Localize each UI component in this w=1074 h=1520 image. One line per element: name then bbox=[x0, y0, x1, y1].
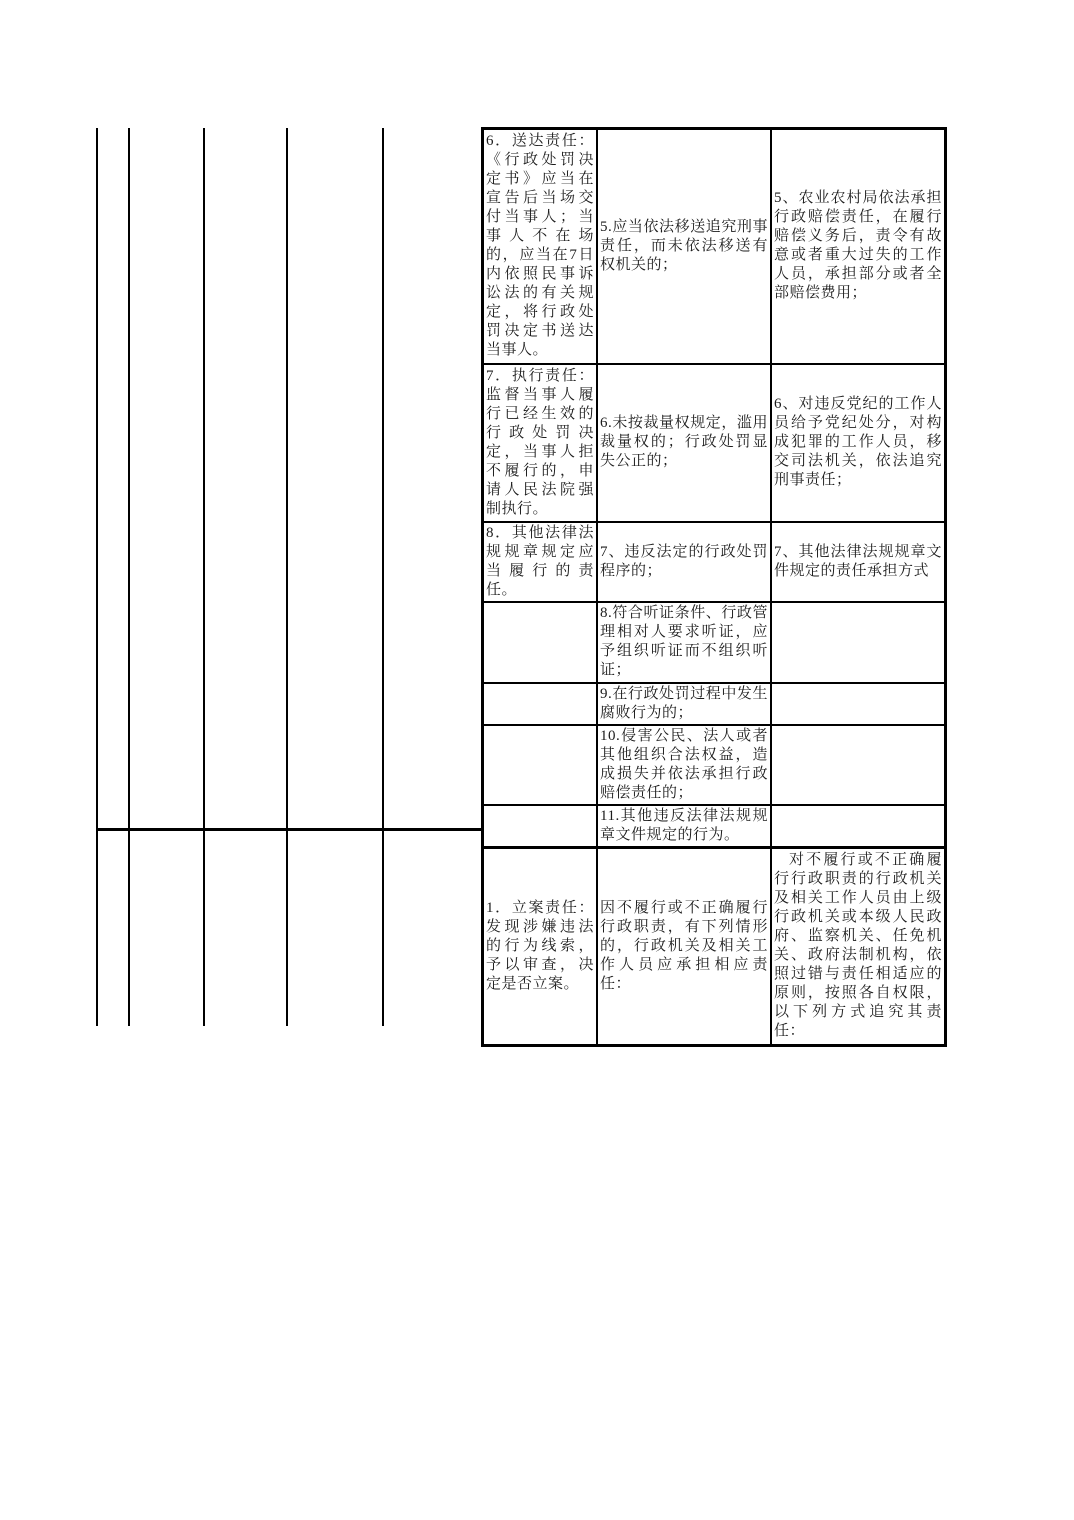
duty-cell bbox=[483, 725, 598, 805]
situation-cell: 5.应当依法移送追究刑事责任，而未依法移送有权机关的； bbox=[597, 129, 771, 364]
situation-cell: 6.未按裁量权规定，滥用裁量权的；行政处罚显失公正的； bbox=[597, 364, 771, 522]
duty-cell bbox=[483, 683, 598, 725]
accountability-cell: 6、对违反党纪的工作人员给予党纪处分，对构成犯罪的工作人员，移交司法机关，依法追究刑事责任； bbox=[771, 364, 946, 522]
accountability-cell bbox=[771, 683, 946, 725]
table-row bbox=[483, 847, 946, 1045]
table-column-divider bbox=[203, 128, 205, 1026]
table-column-divider bbox=[286, 128, 288, 1026]
duty-cell: 7．执行责任：监督当事人履行已经生效的行政处罚决定，当事人拒不履行的，申请人民法院强制执行。 bbox=[483, 364, 598, 522]
table-row bbox=[483, 725, 946, 805]
situation-cell: 10.侵害公民、法人或者其他组织合法权益，造成损失并依法承担行政赔偿责任的； bbox=[597, 725, 771, 805]
table-column-divider bbox=[128, 128, 130, 1026]
accountability-cell: 5、农业农村局依法承担行政赔偿责任，在履行赔偿义务后，责令有故意或者重大过失的工作人员，承担部分或者全部赔偿费用； bbox=[771, 129, 946, 364]
situation-cell: 7、违反法定的行政处罚程序的； bbox=[597, 522, 771, 602]
table-row bbox=[483, 364, 946, 522]
accountability-cell bbox=[771, 602, 946, 683]
table-row bbox=[483, 602, 946, 683]
table-row bbox=[483, 522, 946, 602]
duty-cell bbox=[483, 602, 598, 683]
situation-cell: 因不履行或不正确履行行政职责，有下列情形的，行政机关及相关工作人员应承担相应责任： bbox=[597, 847, 771, 1045]
duty-cell: 8．其他法律法规规章规定应当履行的责任。 bbox=[483, 522, 598, 602]
accountability-cell bbox=[771, 725, 946, 805]
situation-cell: 11.其他违反法律法规规章文件规定的行为。 bbox=[597, 805, 771, 848]
responsibility-table bbox=[481, 127, 947, 1047]
situation-cell: 8.符合听证条件、行政管理相对人要求听证，应予组织听证而不组织听证； bbox=[597, 602, 771, 683]
table-column-divider bbox=[382, 128, 384, 1026]
table-row bbox=[483, 683, 946, 725]
table-row bbox=[483, 129, 946, 364]
table-row bbox=[483, 805, 946, 848]
accountability-cell: 7、其他法律法规规章文件规定的责任承担方式 bbox=[771, 522, 946, 602]
situation-cell: 9.在行政处罚过程中发生腐败行为的； bbox=[597, 683, 771, 725]
accountability-cell: 对不履行或不正确履行行政职责的行政机关及相关工作人员由上级行政机关或本级人民政府、监察机关、任免机关、政府法制机构，依照过错与责任相适应的原则，按照各自权限，以下列方式追究其责任： bbox=[771, 847, 946, 1045]
table-column-divider bbox=[96, 128, 98, 1026]
duty-cell: 1．立案责任：发现涉嫌违法的行为线索，予以审查，决定是否立案。 bbox=[483, 847, 598, 1045]
accountability-cell bbox=[771, 805, 946, 848]
row-group-divider bbox=[96, 828, 484, 831]
duty-cell: 6．送达责任：《行政处罚决定书》应当在宣告后当场交付当事人；当事人不在场的，应当在7日内依照民事诉讼法的有关规定，将行政处罚决定书送达当事人。 bbox=[483, 129, 598, 364]
duty-cell bbox=[483, 805, 598, 848]
